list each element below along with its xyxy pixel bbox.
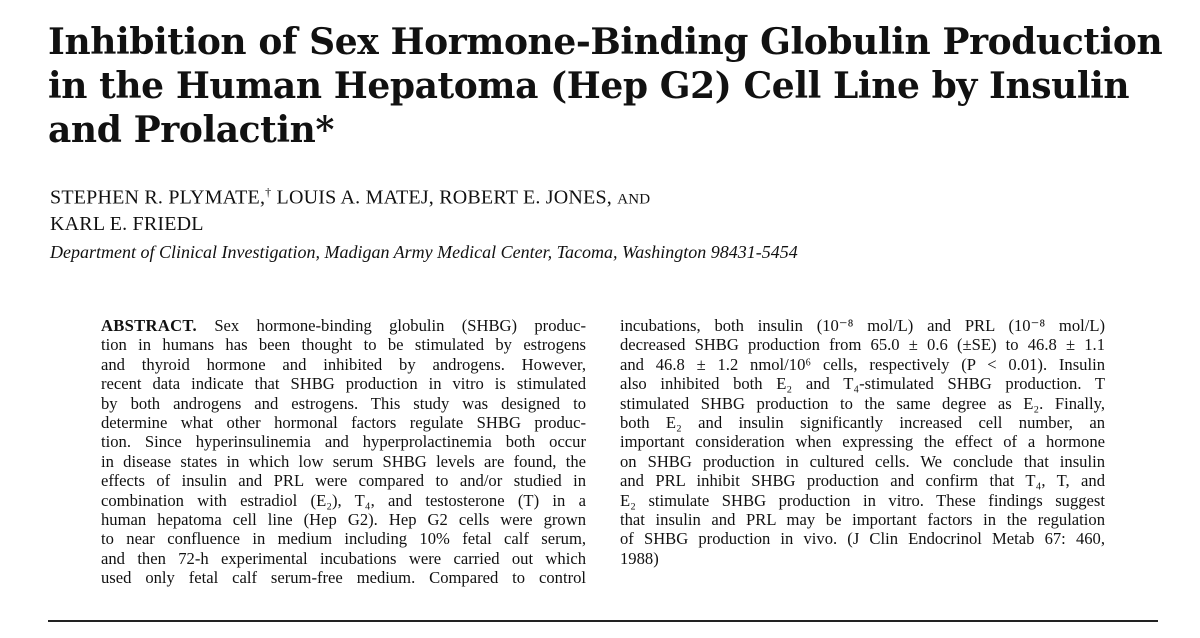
- abstract-line: both E₂ and insulin significantly increased cell number, an: [620, 413, 1105, 433]
- abstract-label: ABSTRACT.: [101, 316, 197, 335]
- abstract-line: on SHBG production in cultured cells. We conclude that insulin: [620, 451, 1105, 471]
- abstract-line: 1988): [620, 548, 659, 568]
- abstract-line: combination with estradiol (E₂), T₄, and testosterone (T) in a: [101, 490, 586, 510]
- author-names: LOUIS A. MATEJ, ROBERT E. JONES,: [271, 186, 618, 209]
- abstract-line: tion in humans has been thought to be stimulated by estrogens: [101, 335, 586, 355]
- abstract-line: stimulated SHBG production to the same degree as E₂. Finally,: [620, 393, 1105, 413]
- author-line: KARL E. FRIEDL: [50, 212, 204, 235]
- abstract-line: that insulin and PRL may be important factors in the regulation: [620, 510, 1105, 530]
- abstract-line: also inhibited both E₂ and T₄-stimulated SHBG production. T: [620, 374, 1105, 394]
- abstract-right-column: [620, 316, 1105, 568]
- abstract-line: tion. Since hyperinsulinemia and hyperprolactinemia both occur: [101, 432, 586, 452]
- title-line: in the Human Hepatoma (Hep G2) Cell Line by Insulin: [48, 65, 1130, 107]
- abstract-line: and then 72-h experimental incubations were carried out which: [101, 548, 586, 568]
- abstract-line: and PRL inhibit SHBG production and confirm that T₄, T, and: [620, 471, 1105, 491]
- title-line: and Prolactin*: [48, 109, 334, 151]
- abstract-line: and 46.8 ± 1.2 nmol/10⁶ cells, respectively (P < 0.01). Insulin: [620, 354, 1105, 374]
- title-line: Inhibition of Sex Hormone-Binding Globulin Production: [48, 21, 1163, 63]
- abstract-line: in disease states in which low serum SHBG levels are found, the: [101, 451, 586, 471]
- abstract-line: effects of insulin and PRL were compared to and/or studied in: [101, 471, 586, 491]
- abstract-line: by both androgens and estrogens. This study was designed to: [101, 393, 586, 413]
- abstract-line: E₂ stimulate SHBG production in vitro. These findings suggest: [620, 490, 1105, 510]
- author-list: [50, 180, 650, 236]
- abstract-line: recent data indicate that SHBG production in vitro is stimulated: [101, 374, 586, 394]
- abstract-line: determine what other hormonal factors regulate SHBG produc-: [101, 413, 586, 433]
- affiliation: Department of Clinical Investigation, Madigan Army Medical Center, Tacoma, Washington 98431-5454: [50, 242, 798, 262]
- author-name: STEPHEN R. PLYMATE,: [50, 186, 266, 209]
- abstract-line: used only fetal calf serum-free medium. Compared to control: [101, 568, 586, 588]
- abstract-line: of SHBG production in vivo. (J Clin Endocrinol Metab 67: 460,: [620, 529, 1105, 549]
- abstract-left-column: [101, 316, 586, 588]
- author-line: [50, 180, 650, 212]
- dagger-footnote-mark: †: [265, 185, 272, 199]
- abstract-line: to near confluence in medium including 10% fetal calf serum,: [101, 529, 586, 549]
- abstract-line: decreased SHBG production from 65.0 ± 0.6 (±SE) to 46.8 ± 1.1: [620, 335, 1105, 355]
- abstract-line: important consideration when expressing the effect of a hormone: [620, 432, 1105, 452]
- abstract-line: and thyroid hormone and inhibited by androgens. However,: [101, 354, 586, 374]
- abstract-text: Sex hormone-binding globulin (SHBG) produc-: [196, 316, 586, 335]
- abstract-line: incubations, both insulin (10⁻⁸ mol/L) and PRL (10⁻⁸ mol/L): [620, 316, 1105, 335]
- abstract-line: [101, 316, 586, 335]
- author-conjunction: AND: [617, 191, 651, 208]
- section-divider: [48, 620, 1158, 622]
- paper-title: [48, 20, 1168, 152]
- abstract-line: human hepatoma cell line (Hep G2). Hep G2 cells were grown: [101, 510, 586, 530]
